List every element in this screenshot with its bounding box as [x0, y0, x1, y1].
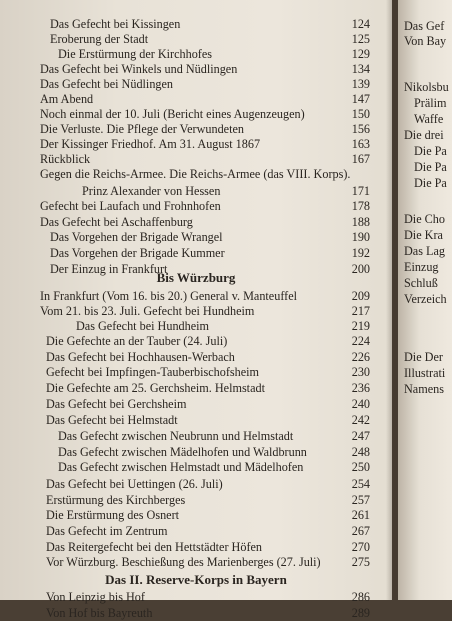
- right-page-fragment: Die drei: [404, 128, 444, 142]
- right-page-fragment: Die Pa: [414, 144, 447, 158]
- entry-page-number: 190: [351, 230, 370, 244]
- right-page-fragment: Das Gef: [404, 19, 445, 33]
- entry-title: Gefecht bei Impfingen-Tauberbischofsheim: [46, 365, 260, 379]
- entry-title: Vom 21. bis 23. Juli. Gefecht bei Hundheim: [40, 304, 255, 318]
- toc-entry: [0, 136, 392, 152]
- entry-title: Das Gefecht im Zentrum: [46, 524, 168, 538]
- toc-entry: [0, 198, 392, 214]
- entry-title: Rückblick: [40, 152, 91, 166]
- right-page-fragment: Von Bay: [404, 34, 447, 48]
- entry-page-number: 200: [351, 262, 370, 276]
- entry-title: Eroberung der Stadt: [50, 32, 149, 46]
- entry-page-number: 286: [351, 590, 370, 604]
- reserve-toc-entry: [0, 589, 392, 605]
- entry-page-number: 156: [351, 122, 370, 136]
- reserve-toc-entry: [0, 605, 392, 621]
- entry-title: Das Gefecht bei Helmstadt: [46, 413, 178, 427]
- entry-title: Noch einmal der 10. Juli (Bericht eines Augenzeugen): [40, 107, 305, 121]
- toc-entry: [0, 61, 392, 77]
- entry-page-number: 248: [351, 445, 370, 459]
- entry-page-number: 188: [351, 215, 370, 229]
- entry-title: Das Gefecht bei Hochhausen-Werbach: [46, 350, 235, 364]
- entry-title: Das Gefecht bei Hundheim: [76, 319, 210, 333]
- entry-page-number: 275: [351, 555, 370, 569]
- entry-title: Das Gefecht bei Kissingen: [50, 17, 181, 31]
- entry-title: Gegen die Reichs-Armee. Die Reichs-Armee (das VIII. Korps).: [40, 167, 351, 181]
- wuerzburg-toc-entry: [0, 476, 392, 492]
- entry-page-number: 236: [351, 381, 370, 395]
- toc-entry: [0, 76, 392, 92]
- right-page-fragment: Schluß: [404, 276, 438, 290]
- entry-page-number: 226: [351, 350, 370, 364]
- entry-title: Erstürmung des Kirchberges: [46, 493, 186, 507]
- entry-title: Die Verluste. Die Pflege der Verwundeten: [40, 122, 244, 136]
- entry-title: Das Gefecht zwischen Helmstadt und Mädelhofen: [58, 460, 304, 474]
- entry-title: Der Einzug in Frankfurt: [50, 262, 168, 276]
- entry-title: Die Gefechte an der Tauber (24. Juli): [46, 334, 228, 348]
- right-page-fragment: Die Kra: [404, 228, 443, 242]
- wuerzburg-toc-entry: [0, 318, 392, 334]
- toc-entry: [0, 214, 392, 230]
- entry-page-number: 250: [351, 460, 370, 474]
- entry-title: Das Gefecht bei Nüdlingen: [40, 77, 174, 91]
- entry-title: Am Abend: [40, 92, 94, 106]
- entry-page-number: 209: [351, 289, 370, 303]
- entry-page-number: 240: [351, 397, 370, 411]
- right-page-fragment: Einzug: [404, 260, 439, 274]
- wuerzburg-toc-entry: [0, 364, 392, 380]
- entry-title: Der Kissinger Friedhof. Am 31. August 1867: [40, 137, 261, 151]
- wuerzburg-toc-entry: [0, 539, 392, 555]
- right-page-fragment: Waffe: [414, 112, 444, 126]
- toc-entry: [0, 121, 392, 137]
- toc-entry: [0, 166, 392, 182]
- right-page-fragment: Die Pa: [414, 160, 447, 174]
- entry-page-number: 224: [351, 334, 370, 348]
- entry-page-number: 150: [351, 107, 370, 121]
- entry-page-number: 192: [351, 246, 370, 260]
- right-page-fragment: Prälim: [414, 96, 447, 110]
- entry-page-number: 219: [351, 319, 370, 333]
- wuerzburg-toc-entry: [0, 523, 392, 539]
- entry-title: Die Erstürmung der Kirchhofes: [58, 47, 212, 61]
- entry-page-number: 163: [351, 137, 370, 151]
- wuerzburg-toc-entry: [0, 492, 392, 508]
- wuerzburg-toc-entry: [0, 380, 392, 396]
- toc-entry: [0, 16, 392, 32]
- right-page-fragment: Die Der: [404, 350, 443, 364]
- wuerzburg-toc-entry: [0, 428, 392, 444]
- entry-page-number: 178: [351, 199, 370, 213]
- entry-page-number: 267: [351, 524, 370, 538]
- entry-title: Gefecht bei Laufach und Frohnhofen: [40, 199, 221, 213]
- wuerzburg-toc-entry: [0, 459, 392, 475]
- entry-page-number: 257: [351, 493, 370, 507]
- wuerzburg-toc-entry: [0, 412, 392, 428]
- wuerzburg-toc-entry: [0, 288, 392, 304]
- right-page-fragment: Illustrati: [404, 366, 446, 380]
- toc-entry: [0, 91, 392, 107]
- entry-page-number: 129: [351, 47, 370, 61]
- entry-page-number: 289: [351, 606, 370, 620]
- toc-entry: [0, 31, 392, 47]
- entry-page-number: 167: [351, 152, 370, 166]
- section-heading-reserve-korps: Das II. Reserve-Korps in Bayern: [105, 572, 287, 587]
- entry-title: Das Gefecht bei Uettingen (26. Juli): [46, 477, 223, 491]
- entry-page-number: 124: [351, 17, 370, 31]
- entry-page-number: 242: [351, 413, 370, 427]
- entry-title: Die Gefechte am 25. Gerchsheim. Helmstadt: [46, 381, 265, 395]
- entry-title: Von Leipzig bis Hof: [46, 590, 145, 604]
- section-heading-bis-wuerzburg: Bis Würzburg: [156, 270, 236, 285]
- entry-page-number: 147: [351, 92, 370, 106]
- entry-page-number: 254: [351, 477, 370, 491]
- wuerzburg-toc-entry: [0, 554, 392, 570]
- entry-title: Das Reitergefecht bei den Hettstädter Höfen: [46, 540, 263, 554]
- wuerzburg-toc-entry: [0, 507, 392, 523]
- toc-entry: [0, 229, 392, 245]
- toc-entry: [0, 151, 392, 167]
- entry-title: Die Erstürmung des Osnert: [46, 508, 180, 522]
- toc-entry: [0, 245, 392, 261]
- entry-page-number: 171: [351, 184, 370, 198]
- toc-entry: [0, 183, 392, 199]
- entry-page-number: 134: [351, 62, 370, 76]
- entry-title: Das Gefecht bei Gerchsheim: [46, 397, 187, 411]
- entry-title: Von Hof bis Bayreuth: [46, 606, 153, 620]
- right-page-fragment: Die Cho: [404, 212, 445, 226]
- entry-title: Vor Würzburg. Beschießung des Marienberges (27. Juli): [46, 555, 321, 569]
- entry-title: Das Gefecht bei Winkels und Nüdlingen: [40, 62, 238, 76]
- right-page-fragment: Die Pa: [414, 176, 447, 190]
- entry-page-number: 125: [351, 32, 370, 46]
- entry-title: Das Vorgehen der Brigade Kummer: [50, 246, 225, 260]
- entry-title: Das Gefecht zwischen Neubrunn und Helmstadt: [58, 429, 294, 443]
- wuerzburg-toc-entry: [0, 396, 392, 412]
- entry-page-number: 230: [351, 365, 370, 379]
- entry-title: Das Gefecht zwischen Mädelhofen und Waldbrunn: [58, 445, 307, 459]
- entry-page-number: 139: [351, 77, 370, 91]
- right-page-fragment: Namens: [404, 382, 444, 396]
- entry-page-number: 270: [351, 540, 370, 554]
- entry-page-number: 261: [351, 508, 370, 522]
- wuerzburg-toc-entry: [0, 333, 392, 349]
- wuerzburg-toc-entry: [0, 349, 392, 365]
- right-page-fragment: Verzeich: [404, 292, 447, 306]
- wuerzburg-toc-entry: [0, 303, 392, 319]
- right-page-fragment: Das Lag: [404, 244, 445, 258]
- entry-title: In Frankfurt (Vom 16. bis 20.) General v. Manteuffel: [40, 289, 298, 303]
- entry-title: Das Gefecht bei Aschaffenburg: [40, 215, 193, 229]
- entry-title: Prinz Alexander von Hessen: [82, 184, 221, 198]
- entry-page-number: 247: [351, 429, 370, 443]
- entry-page-number: 217: [351, 304, 370, 318]
- entry-title: Das Vorgehen der Brigade Wrangel: [50, 230, 223, 244]
- toc-entry: [0, 106, 392, 122]
- wuerzburg-toc-entry: [0, 444, 392, 460]
- right-page-fragment: Nikolsbu: [404, 80, 449, 94]
- toc-entry: [0, 46, 392, 62]
